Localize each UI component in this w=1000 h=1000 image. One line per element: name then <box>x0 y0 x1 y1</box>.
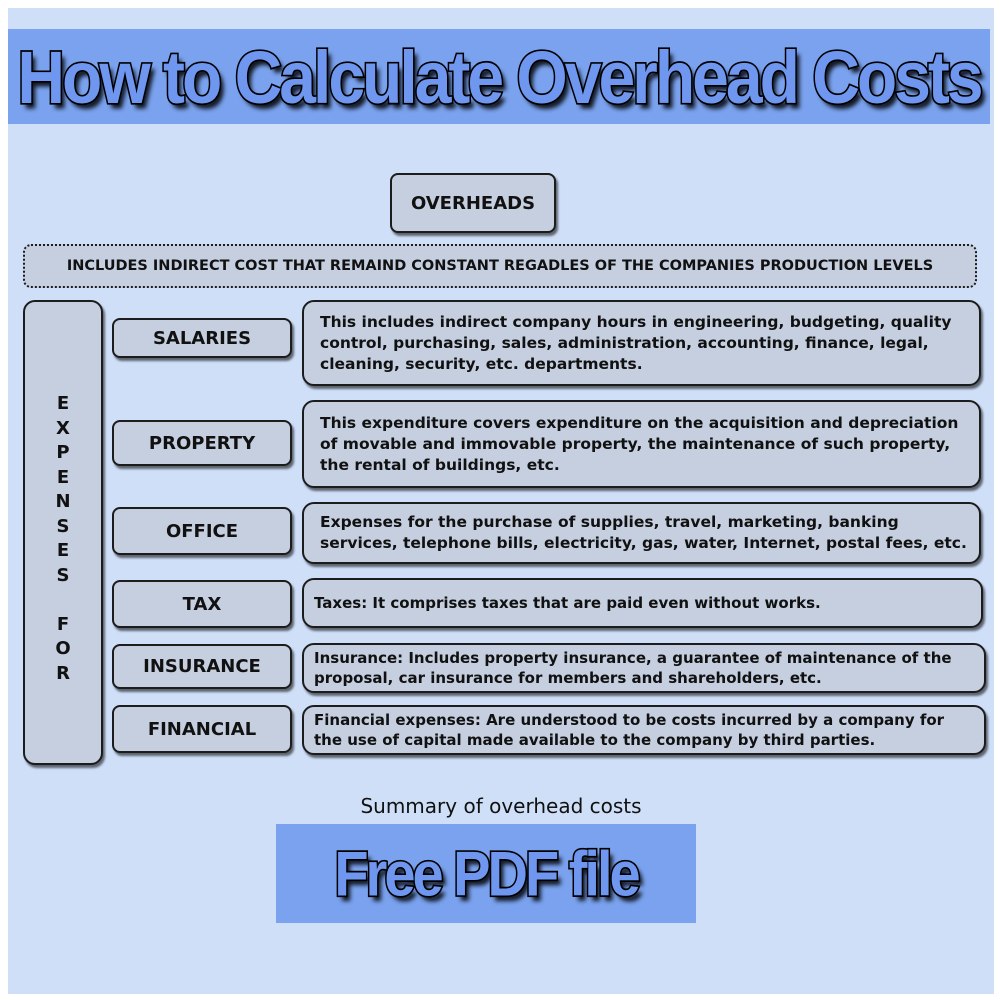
description-text: This includes indirect company hours in engineering, budgeting, quality control, purchasing, sales, administration, accounting, finance, legal, cleaning, security, etc. departments. <box>320 312 952 373</box>
vertical-letter: O <box>55 638 71 659</box>
vertical-letter: E <box>56 393 70 414</box>
category-tax <box>112 580 292 628</box>
category-label: FINANCIAL <box>147 718 257 740</box>
vertical-letter: P <box>56 442 70 463</box>
expenses-for-box <box>23 300 103 765</box>
category-financial <box>112 705 292 753</box>
category-property <box>112 420 292 466</box>
description-property <box>302 400 981 488</box>
vertical-letter: F <box>56 613 70 635</box>
vertical-letter: S <box>56 564 70 586</box>
title-banner <box>8 29 990 124</box>
description-text: Insurance: Includes property insurance, a guarantee of maintenance of the proposal, car insurance for members and shareholders, etc. <box>314 649 952 687</box>
description-text: Expenses for the purchase of supplies, travel, marketing, banking services, telephone bills, electricity, gas, water, Internet, postal fees, etc. <box>320 513 967 552</box>
diagram-caption: Summary of overhead costs <box>360 794 642 818</box>
vertical-letter: E <box>56 540 70 561</box>
category-label: SALARIES <box>152 327 252 349</box>
description-office <box>302 502 981 564</box>
vertical-letter: E <box>56 466 70 488</box>
description-text: Taxes: It comprises taxes that are paid even without works. <box>314 593 821 612</box>
category-label: TAX <box>182 593 222 615</box>
category-insurance <box>112 644 292 689</box>
page-title: How to Calculate Overhead Costs <box>17 35 981 118</box>
description-insurance <box>302 643 986 693</box>
description-salaries <box>302 300 981 386</box>
expenses-for-label <box>25 392 101 686</box>
vertical-letter: N <box>55 491 71 512</box>
free-pdf-banner[interactable] <box>276 824 696 923</box>
description-tax <box>302 578 983 628</box>
vertical-letter: R <box>56 662 70 684</box>
category-label: INSURANCE <box>143 656 261 677</box>
infographic-canvas <box>8 8 994 994</box>
description-financial <box>302 705 986 755</box>
includes-box <box>23 244 977 288</box>
vertical-letter: X <box>56 417 70 439</box>
description-text: This expenditure covers expenditure on the acquisition and depreciation of movable and immovable property, the maintenance of such property, the rental of buildings, etc. <box>320 413 959 474</box>
category-office <box>112 507 292 555</box>
vertical-letter: S <box>56 515 70 537</box>
free-pdf-label: Free PDF file <box>334 838 638 909</box>
description-text: Financial expenses: Are understood to be costs incurred by a company for the use of capital made available to the company by third parties. <box>314 711 945 749</box>
includes-text: INCLUDES INDIRECT COST THAT REMAIND CONSTANT REGADLES OF THE COMPANIES PRODUCTION LEVELS <box>66 258 934 274</box>
category-label: PROPERTY <box>148 432 256 454</box>
category-salaries <box>112 318 292 358</box>
overheads-box <box>390 173 556 233</box>
category-label: OFFICE <box>165 520 239 542</box>
overheads-label: OVERHEADS <box>410 192 536 214</box>
